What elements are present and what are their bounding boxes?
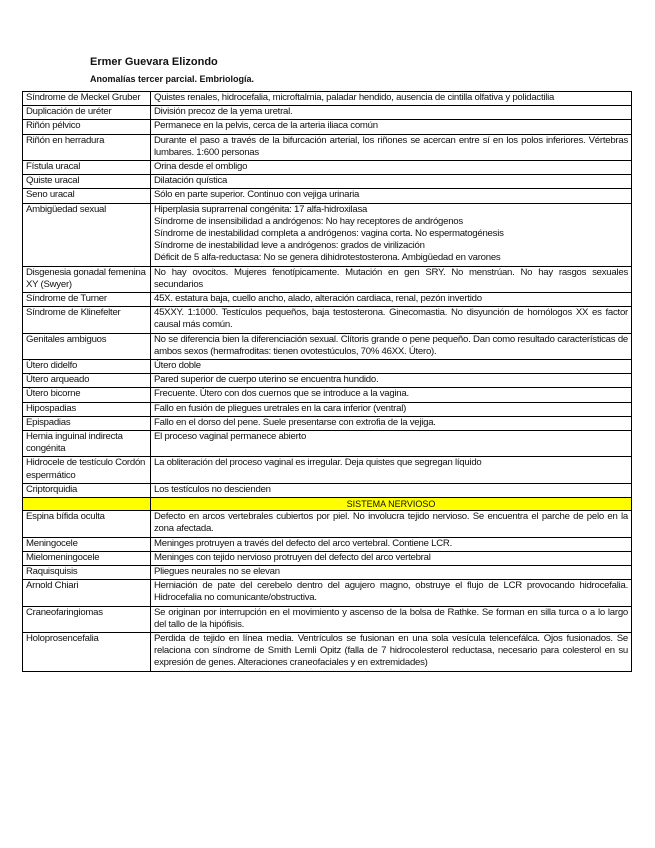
table-row	[23, 266, 632, 292]
anomaly-name: Meningocele	[23, 537, 151, 551]
anomaly-description: El proceso vaginal permanece abierto	[151, 431, 632, 457]
anomaly-name: Útero bicorne	[23, 388, 151, 402]
anomaly-description: Perdida de tejido en línea media. Ventrículos se fusionan en una sola vesícula telencefálca. Ojos fusionados. Se relaciona con síndrome de Smith Lemli Opitz (falla de 7 hidrocolesterol reductasa, necesario para colesterol en su expresión de genes. Alteraciones craneofaciales y en extremidades)	[151, 632, 632, 671]
description-line: Hiperplasia suprarrenal congénita: 17 alfa-hidroxilasa	[154, 203, 368, 215]
table-row	[23, 92, 632, 106]
anomaly-name: Fístula uracal	[23, 161, 151, 175]
anomaly-name: Síndrome de Turner	[23, 293, 151, 307]
anomaly-name: Epispadias	[23, 416, 151, 430]
anomaly-description: Defecto en arcos vertebrales cubiertos por piel. No involucra tejido nervioso. Se encuentra el parche de pelo en la zona afectada.	[151, 511, 632, 537]
anomaly-name: Disgenesia gonadal femenina XY (Swyer)	[23, 266, 151, 292]
table-row	[23, 333, 632, 359]
table-row	[23, 565, 632, 579]
anomaly-description: Pared superior de cuerpo uterino se encuentra hundido.	[151, 374, 632, 388]
anomaly-description: 45XXY. 1:1000. Testículos pequeños, baja testosterona. Ginecomastia. No disyunción de homólogos XX es factor causal más común.	[151, 307, 632, 333]
table-row	[23, 431, 632, 457]
anomaly-description: Pliegues neurales no se elevan	[151, 565, 632, 579]
table-row	[23, 388, 632, 402]
anomaly-description: 45X. estatura baja, cuello ancho, alado, alteración cardiaca, renal, pezón invertido	[151, 293, 632, 307]
table-row	[23, 606, 632, 632]
description-line: Déficit de 5 alfa-reductasa: No se genera dihidrotestosterona. Ambigüedad en varones	[154, 252, 501, 264]
anomaly-name: Útero arqueado	[23, 374, 151, 388]
anomaly-name: Ambigüedad sexual	[23, 203, 151, 266]
anomaly-name: Hidrocele de testículo Cordón espermático	[23, 457, 151, 483]
table-row	[23, 537, 632, 551]
description-line: Síndrome de inestabilidad completa a andrógenos: vagina corta. No espermatogénesis	[154, 228, 504, 240]
anomaly-name: Síndrome de Meckel Gruber	[23, 92, 151, 106]
anomaly-name: Riñón pélvico	[23, 120, 151, 134]
anomaly-name: Duplicación de uréter	[23, 106, 151, 120]
table-row	[23, 416, 632, 430]
table-row	[23, 580, 632, 606]
table-row	[23, 307, 632, 333]
description-line: Síndrome de inestabilidad leve a andrógenos: grados de virilización	[154, 240, 425, 252]
table-row	[23, 203, 632, 266]
anomaly-description: Sólo en parte superior. Continuo con vejiga urinaria	[151, 189, 632, 203]
anomaly-name: Síndrome de Klinefelter	[23, 307, 151, 333]
anomaly-name: Hipospadias	[23, 402, 151, 416]
table-row	[23, 134, 632, 160]
author-name: Ermer Guevara Elizondo	[90, 56, 218, 68]
section-header-row	[23, 498, 632, 511]
table-row	[23, 551, 632, 565]
table-row	[23, 374, 632, 388]
anomaly-description: Meninges protruyen a través del defecto del arco vertebral. Contiene LCR.	[151, 537, 632, 551]
table-row	[23, 175, 632, 189]
anomaly-name: Útero didelfo	[23, 360, 151, 374]
table-row	[23, 511, 632, 537]
anomaly-name: Mielomeningocele	[23, 551, 151, 565]
anomaly-description: La obliteración del proceso vaginal es irregular. Deja quistes que segregan líquido	[151, 457, 632, 483]
anomaly-description: No se diferencia bien la diferenciación sexual. Clítoris grande o pene pequeño. Dan como resultado características de ambos sexos (hermafroditas: tienen ovotestúculos, 70% 46XX. Útero).	[151, 333, 632, 359]
table-row	[23, 293, 632, 307]
anomalies-table-body	[23, 92, 632, 672]
anomaly-name: Arnold Chiari	[23, 580, 151, 606]
anomaly-description: Meninges con tejido nervioso protruyen del defecto del arco vertebral	[151, 551, 632, 565]
section-title: SISTEMA NERVIOSO	[151, 498, 632, 511]
anomaly-description: No hay ovocitos. Mujeres fenotípicamente. Mutación en gen SRY. No menstrúan. No hay rasgos sexuales secundarios	[151, 266, 632, 292]
anomaly-description: Quistes renales, hidrocefalia, microftalmia, paladar hendido, ausencia de cintilla olfativa y polidactilia	[151, 92, 632, 106]
anomaly-name: Quiste uracal	[23, 175, 151, 189]
table-row	[23, 120, 632, 134]
anomaly-name: Raquisquisis	[23, 565, 151, 579]
table-row	[23, 483, 632, 497]
table-row	[23, 632, 632, 671]
anomaly-name: Seno uracal	[23, 189, 151, 203]
anomalies-table	[22, 91, 632, 672]
anomaly-name: Riñón en herradura	[23, 134, 151, 160]
table-row	[23, 457, 632, 483]
table-row	[23, 402, 632, 416]
anomaly-description: Fallo en fusión de pliegues uretrales en la cara inferior (ventral)	[151, 402, 632, 416]
anomaly-description: Útero doble	[151, 360, 632, 374]
anomaly-description: Herniación de pate del cerebelo dentro del agujero magno, obstruye el flujo de LCR provocando hidrocefalia. Hidrocefalia no comunicante/obstructiva.	[151, 580, 632, 606]
anomaly-description: Dilatación quística	[151, 175, 632, 189]
anomaly-name: Holoprosencefalia	[23, 632, 151, 671]
anomaly-description: División precoz de la yema uretral.	[151, 106, 632, 120]
anomaly-name: Criptorquidia	[23, 483, 151, 497]
document-header	[90, 55, 254, 85]
anomaly-description: Orina desde el ombligo	[151, 161, 632, 175]
anomaly-description	[151, 203, 632, 266]
table-row	[23, 161, 632, 175]
anomaly-name: Genitales ambiguos	[23, 333, 151, 359]
section-header-empty-cell	[23, 498, 151, 511]
anomaly-name: Espina bífida oculta	[23, 511, 151, 537]
anomaly-description: Fallo en el dorso del pene. Suele presentarse con extrofia de la vejiga.	[151, 416, 632, 430]
description-line: Síndrome de insensibilidad a andrógenos: No hay receptores de andrógenos	[154, 215, 463, 227]
anomaly-description: Permanece en la pelvis, cerca de la arteria iliaca común	[151, 120, 632, 134]
anomaly-description: Se originan por interrupción en el movimiento y ascenso de la bolsa de Rathke. Se forman en silla turca o a lo largo del tallo de la hipófisis.	[151, 606, 632, 632]
document-subtitle: Anomalías tercer parcial. Embriología.	[90, 74, 255, 84]
anomaly-description: Los testículos no descienden	[151, 483, 632, 497]
table-row	[23, 189, 632, 203]
table-row	[23, 360, 632, 374]
anomaly-name: Craneofaringiomas	[23, 606, 151, 632]
anomaly-description: Frecuente. Útero con dos cuernos que se introduce a la vagina.	[151, 388, 632, 402]
anomaly-description: Durante el paso a través de la bifurcación arterial, los riñones se acercan entre sí en los polos inferiores. Vértebras lumbares. 1:600 personas	[151, 134, 632, 160]
anomaly-name: Hernia inguinal indirecta congénita	[23, 431, 151, 457]
table-row	[23, 106, 632, 120]
